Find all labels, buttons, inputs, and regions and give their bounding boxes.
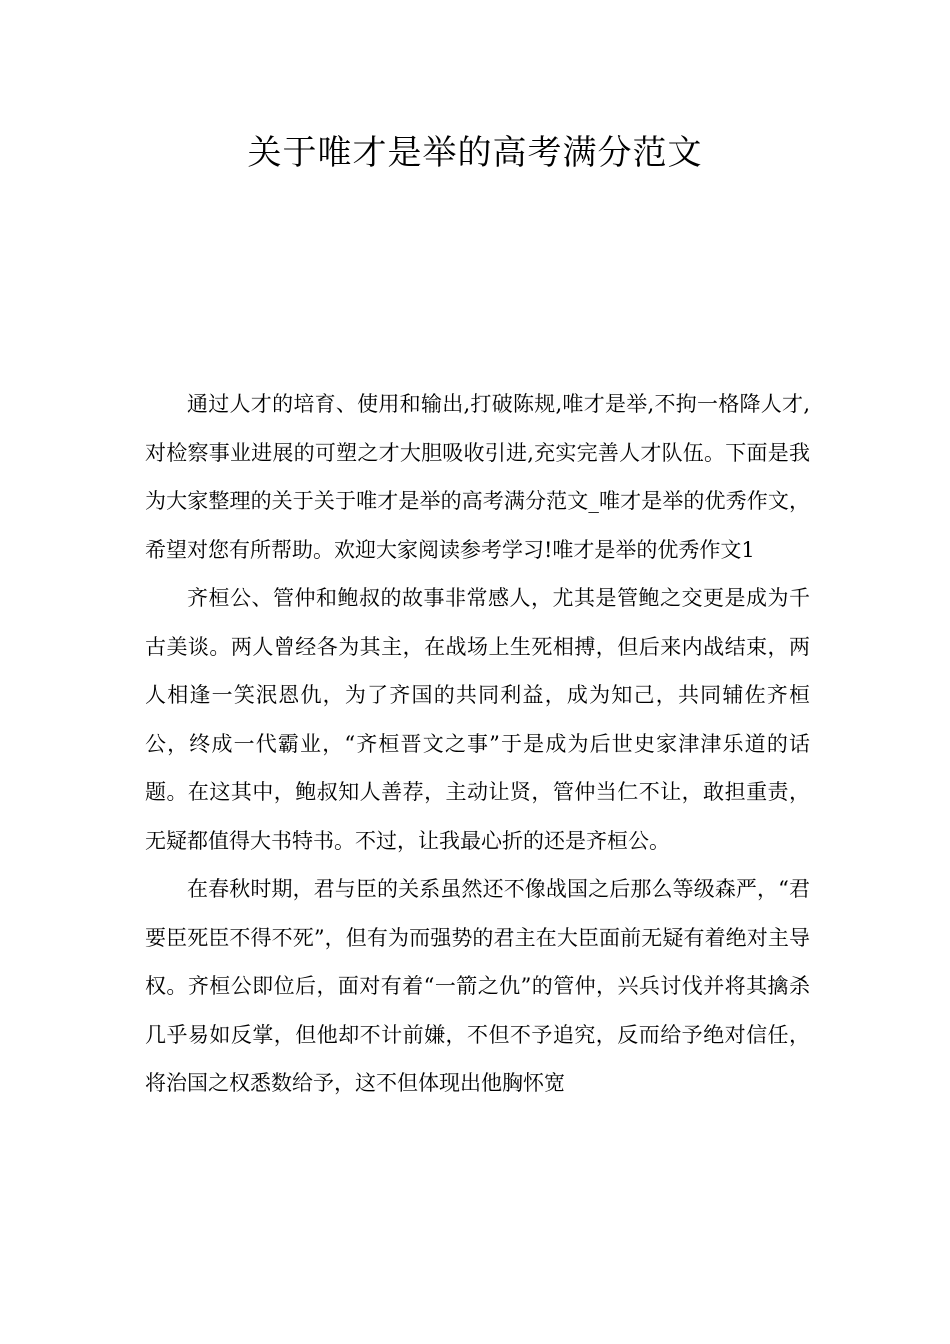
document-body [145,380,810,1108]
document-title: 关于唯才是举的高考满分范文 [247,133,703,173]
paragraph-story: 齐桓公、管仲和鲍叔的故事非常感人，尤其是管鲍之交更是成为千古美谈。两人曾经各为其主，在战场上生死相搏，但后来内战结束，两人相逢一笑泯恩仇，为了齐国的共同利益，成为知己，共同辅佐齐桓公，终成一代霸业，“齐桓晋文之事”于是成为后世史家津津乐道的话题。在这其中，鲍叔知人善荐，主动让贤，管仲当仁不让，敢担重责，无疑都值得大书特书。不过，让我最心折的还是齐桓公。 [145,586,810,853]
paragraph-spring-autumn: 在春秋时期，君与臣的关系虽然还不像战国之后那么等级森严，“君要臣死臣不得不死”，但有为而强势的君主在大臣面前无疑有着绝对主导权。齐桓公即位后，面对有着“一箭之仇”的管仲，兴兵讨伐并将其擒杀几乎易如反掌，但他却不计前嫌，不但不予追究，反而给予绝对信任，将治国之权悉数给予，这不但体现出他胸怀宽 [145,877,810,1095]
paragraph-intro: 通过人才的培育、使用和输出,打破陈规,唯才是举,不拘一格降人才,对检察事业进展的可塑之才大胆吸收引进,充实完善人才队伍。下面是我为大家整理的关于关于唯才是举的高考满分范文_唯才是举的优秀作文，希望对您有所帮助。欢迎大家阅读参考学习!唯才是举的优秀作文1 [145,392,810,562]
